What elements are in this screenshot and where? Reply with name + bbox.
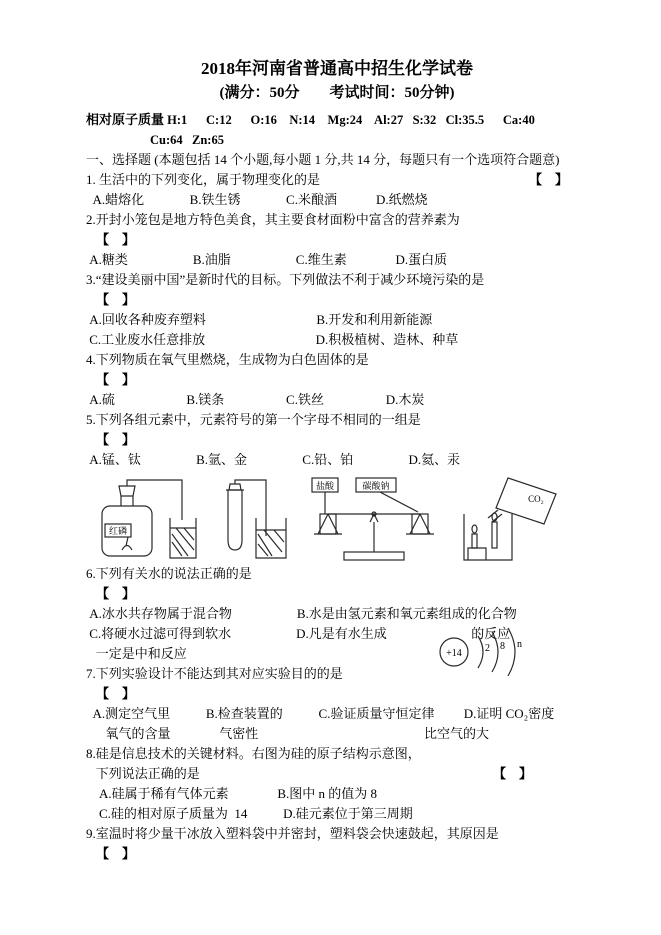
atomic-mass-values1: H:1 C:12 O:16 N:14 Mg:24 Al:27 S:32 Cl:35.5 Ca:40 bbox=[164, 113, 535, 127]
question-text: 下列说法正确的是 bbox=[86, 766, 200, 781]
question-text: 9.室温时将少量干冰放入塑料袋中并密封，塑料袋会快速鼓起，其原因是 bbox=[86, 826, 499, 841]
co2-pouring-apparatus-figure bbox=[456, 476, 564, 564]
options-line: A.测定空气里 B.检查装置的 C.验证质量守恒定律 D.证明 CO₂密度 bbox=[86, 706, 555, 721]
options-line: C.硅的相对原子质量为 14 D.硅元素位于第三周期 bbox=[86, 806, 413, 821]
atomic-mass-row2: Cu:64 Zn:65 bbox=[150, 133, 224, 147]
experiment-figures bbox=[86, 470, 588, 564]
answer-bracket: 【 】 bbox=[96, 372, 136, 387]
gas-tightness-apparatus-figure bbox=[212, 478, 292, 564]
options-line: A.糖类 B.油脂 C.维生素 D.蛋白质 bbox=[86, 252, 448, 267]
atomic-mass-row1 bbox=[86, 110, 588, 130]
question-text: 5.下列各组元素中，元素符号的第一个字母不相同的一组是 bbox=[86, 412, 421, 427]
answer-bracket: 【 】 bbox=[96, 432, 136, 447]
question-line bbox=[86, 170, 588, 190]
question-4 bbox=[86, 350, 588, 410]
co2-label: CO₂ bbox=[528, 494, 544, 504]
question-8 bbox=[86, 744, 588, 824]
answer-bracket: 【 】 bbox=[96, 292, 136, 307]
question-3 bbox=[86, 270, 588, 350]
options-line: C.将硬水过滤可得到软水 D.凡是有水生成 的反应 bbox=[86, 626, 511, 641]
question-line bbox=[86, 764, 588, 784]
answer-bracket: 【 】 bbox=[96, 686, 136, 701]
question-text: 6.下列有关水的说法正确的是 bbox=[86, 566, 252, 581]
options-line: A.蜡熔化 B.铁生锈 C.米酿酒 D.纸燃烧 bbox=[86, 192, 428, 207]
spacer bbox=[200, 764, 493, 784]
options-line: C.工业废水任意排放 D.积极植树、造林、种草 bbox=[86, 332, 459, 347]
answer-bracket: 【 】 bbox=[492, 766, 532, 781]
options-line: A.冰水共存物属于混合物 B.水是由氢元素和氧元素组成的化合物 bbox=[86, 606, 517, 621]
silicon-atom-structure-diagram bbox=[436, 622, 554, 685]
question-9 bbox=[86, 824, 588, 864]
atom-shell3-label: n bbox=[517, 639, 522, 650]
question-text: 7.下列实验设计不能达到其对应实验目的的是 bbox=[86, 666, 343, 681]
question-text: 2.开封小笼包是地方特色美食，其主要食材面粉中富含的营养素为 bbox=[86, 212, 460, 227]
red-phosphorus-label: 红磷 bbox=[108, 526, 128, 536]
answer-bracket: 【 】 bbox=[96, 846, 136, 861]
options-line: 氧气的含量 气密性 比空气的大 bbox=[86, 726, 490, 741]
question-5 bbox=[86, 410, 588, 470]
options-line: A.锰、钛 B.氩、金 C.铅、铂 D.氦、汞 bbox=[86, 452, 461, 467]
sodium-carbonate-label: 碳酸钠 bbox=[362, 481, 390, 491]
answer-bracket: 【 】 bbox=[96, 232, 136, 247]
question-text: 4.下列物质在氧气里燃烧，生成物为白色固体的是 bbox=[86, 352, 369, 367]
section-header: 一、选择题 (本题包括 14 个小题,每小题 1 分,共 14 分，每题只有一个选项符合题意) bbox=[86, 152, 560, 167]
answer-bracket: 【 】 bbox=[96, 586, 136, 601]
answer-bracket: 【 】 bbox=[528, 172, 568, 187]
question-text: 8.硅是信息技术的关键材料。右图为硅的原子结构示意图， bbox=[86, 746, 421, 761]
exam-content bbox=[86, 56, 588, 864]
question-1 bbox=[86, 170, 588, 210]
question-text: 1. 生活中的下列变化，属于物理变化的是 bbox=[86, 172, 321, 187]
spacer bbox=[320, 170, 529, 190]
options-line: 一定是中和反应 bbox=[86, 646, 187, 661]
page-title: 2018年河南省普通高中招生化学试卷 bbox=[201, 59, 473, 78]
atom-nucleus-label: +14 bbox=[446, 648, 462, 659]
hydrochloric-acid-label: 盐酸 bbox=[315, 481, 335, 491]
options-line: A.硅属于稀有气体元素 B.图中 n 的值为 8 bbox=[86, 786, 378, 801]
atomic-mass-label: 相对原子质量 bbox=[86, 112, 165, 127]
page-subtitle: (满分：50分 考试时间：50分钟) bbox=[219, 85, 455, 101]
balance-apparatus-figure bbox=[300, 476, 448, 564]
options-line: A.回收各种废弃塑料 B.开发和利用新能源 bbox=[86, 312, 433, 327]
atom-shell1-label: 2 bbox=[485, 643, 490, 654]
options-line: A.硫 B.镁条 C.铁丝 D.木炭 bbox=[86, 392, 425, 407]
question-text: 3.“建设美丽中国”是新时代的目标。下列做法不利于减少环境污染的是 bbox=[86, 272, 485, 287]
oxygen-measurement-apparatus-figure bbox=[92, 478, 204, 564]
atom-shell2-label: 8 bbox=[500, 641, 505, 652]
question-2 bbox=[86, 210, 588, 270]
